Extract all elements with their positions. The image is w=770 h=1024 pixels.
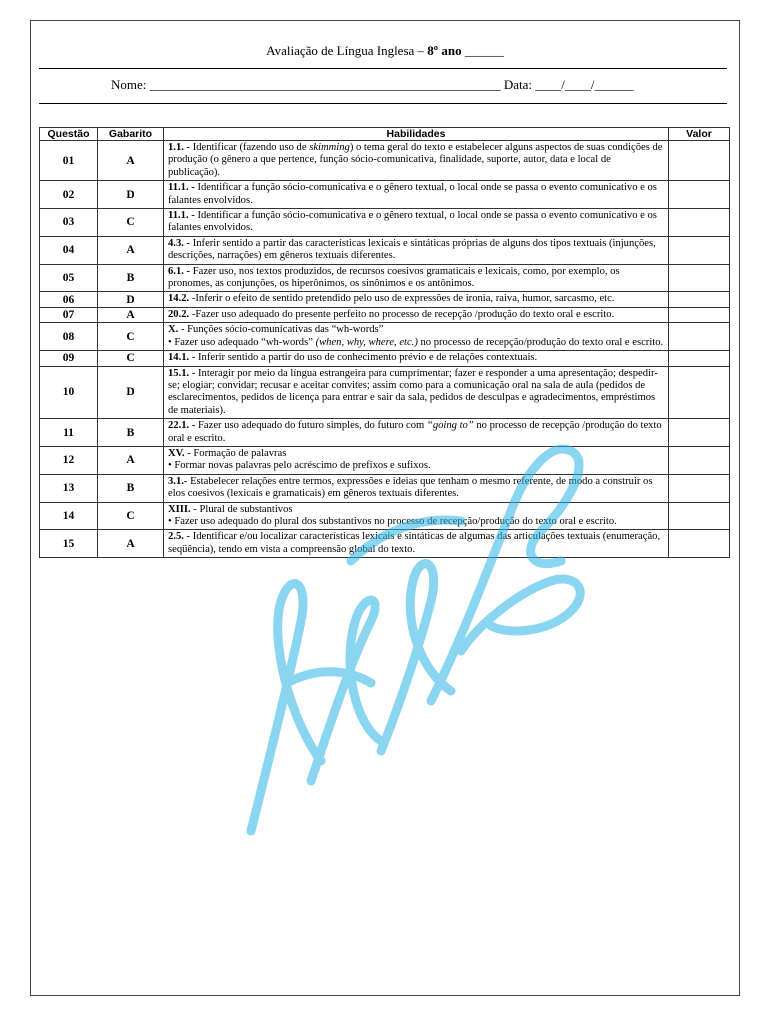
question-number: 11 [40,419,98,447]
table-row [40,209,730,237]
skill-code: XV. [168,447,188,459]
title-prefix: Avaliação de Língua Inglesa – [266,43,428,58]
skill-description [164,474,669,502]
question-number: 02 [40,181,98,209]
skill-italic-text: (when, why, where, etc.) [315,336,418,348]
table-row [40,264,730,292]
question-number: 01 [40,141,98,181]
skill-description [164,264,669,292]
watermark-stroke [251,584,321,831]
skill-text: - Formação de palavras [187,447,287,459]
answer-letter: A [98,141,164,181]
skill-code: 22.1. [168,420,192,432]
table-header-row [40,128,730,141]
name-date-line [111,77,634,93]
skill-description [164,366,669,419]
answer-letter: A [98,530,164,558]
question-number: 14 [40,502,98,530]
name-field: ______________________________________________________ [149,77,501,92]
watermark-stroke [311,600,381,781]
value-cell [669,264,730,292]
header-habilidades: Habilidades [164,128,669,141]
answer-letter: A [98,446,164,474]
watermark-stroke [461,579,580,651]
table-row [40,419,730,447]
skill-italic-text: skimming [309,142,350,153]
value-cell [669,307,730,322]
question-number: 03 [40,209,98,237]
table-row [40,446,730,474]
skill-description [164,181,669,209]
value-cell [669,292,730,307]
skill-text: - Interagir por meio da língua estrangeira para cumprimentar; fazer e responder a uma apresentação; despedir-se; elogiar; convidar; recusar e aceitar convites; assim como para a comunicação oral na sala de aula (pedidos de esclarecimentos, pedidos de licença para entrar e sair da sala, pedidos de desculpas e agradecimentos, empréstimos de materiais). [168,367,658,416]
answer-letter: D [98,292,164,307]
skill-description [164,236,669,264]
table-row [40,307,730,322]
skill-text: - Fazer uso adequado do futuro simples, do futuro com [191,420,427,432]
document-title [31,43,739,59]
value-cell [669,446,730,474]
value-cell [669,181,730,209]
table-row [40,351,730,366]
question-number: 13 [40,474,98,502]
skill-text: -Fazer uso adequado do presente perfeito no processo de recepção /produção do texto oral e escrito. [191,308,615,320]
question-number: 07 [40,307,98,322]
skill-text: no processo de recepção/produção do texto oral e escrito. [417,336,664,348]
skill-code: 3.1. [168,475,184,487]
skill-italic-text: “going to” [426,420,474,432]
skill-description [164,209,669,237]
value-cell [669,502,730,530]
skill-description [164,530,669,558]
date-field: ____/____/______ [535,77,634,92]
skill-code: 11.1. - [168,210,198,222]
skill-code: 1.1. - [168,142,193,153]
skill-text: no processo de recepção /produção do texto oral e escrito. [168,420,662,444]
date-label: Data: [500,77,536,92]
value-cell [669,530,730,558]
skill-text: - Funções sócio-comunicativas das “wh-words” [180,324,384,336]
table-row [40,141,730,181]
skill-text: ) o tema geral do texto e estabelecer alguns aspectos de suas condições de produção (o gênero a que pertence, função sócio-comunicativa, finalidade, suporte, autor, data e local de publicação). [168,142,663,178]
name-rule [39,103,727,104]
value-cell [669,323,730,351]
skill-description [164,351,669,366]
answer-letter: A [98,236,164,264]
value-cell [669,236,730,264]
table-row [40,323,730,351]
watermark-stroke [381,564,451,751]
table-row [40,530,730,558]
skill-text: - Inferir sentido a partir do uso de conhecimento prévio e de relações contextuais. [191,352,538,364]
question-number: 09 [40,351,98,366]
value-cell [669,366,730,419]
skill-description [164,307,669,322]
document-page [30,20,740,996]
question-number: 08 [40,323,98,351]
question-number: 10 [40,366,98,419]
skill-text: • Fazer uso adequado do plural dos substantivos no processo de recepção/produção do texto oral e escrito. [168,515,617,527]
table-row [40,181,730,209]
value-cell [669,474,730,502]
skill-description [164,323,669,351]
skill-code: 6.1. - [168,265,193,277]
skill-code: 11.1. - [168,182,198,194]
skill-text: - Identificar e/ou localizar características lexicais e sintáticas de algumas das articulações textuais (enumeração, seqüência), tendo em vista a compreensão global do texto. [168,531,661,555]
table-row [40,366,730,419]
skill-description [164,446,669,474]
skill-text: • Formar novas palavras pelo acréscimo de prefixos e sufixos. [168,460,431,472]
answer-letter: B [98,474,164,502]
watermark-stroke [291,672,371,683]
skill-code: 4.3. - [168,237,193,249]
value-cell [669,351,730,366]
name-label: Nome: [111,77,150,92]
answer-letter: C [98,209,164,237]
value-cell [669,209,730,237]
skill-code: 15.1. [168,367,192,379]
skill-text: - Estabelecer relações entre termos, expressões e ideias que tenham o mesmo referente, de modo a construir os elos coesivos (lexicais e gramaticais) em gêneros textuais diferentes. [168,475,653,500]
skill-code: 20.2. [168,308,192,320]
question-number: 05 [40,264,98,292]
answer-key-table [39,127,730,558]
skill-description [164,502,669,530]
table-body [40,141,730,558]
header-gabarito: Gabarito [98,128,164,141]
skill-text: • Fazer uso adequado “wh-words” [168,336,316,348]
table-row [40,236,730,264]
header-valor: Valor [669,128,730,141]
title-rule [39,68,727,69]
question-number: 06 [40,292,98,307]
question-number: 12 [40,446,98,474]
skill-code: 14.1. [168,352,192,364]
question-number: 15 [40,530,98,558]
skill-text: Identificar a função sócio-comunicativa e o gênero textual, o local onde se passa o evento comunicativo e os falantes envolvidos. [168,182,657,206]
skill-text: Fazer uso, nos textos produzidos, de recursos coesivos gramaticais e lexicais, como, por exemplo, os pronomes, as conjunções, os hiperônimos, os sinônimos e os antônimos. [168,265,620,290]
title-grade: 8º ano [427,43,462,58]
answer-letter: C [98,351,164,366]
answer-letter: D [98,366,164,419]
skill-code: 14.2. [168,293,192,305]
table-row [40,292,730,307]
answer-letter: C [98,323,164,351]
skill-text: Identificar (fazendo uso de [192,142,310,153]
answer-letter: B [98,264,164,292]
table-row [40,474,730,502]
value-cell [669,141,730,181]
skill-code: X. [168,324,181,336]
value-cell [669,419,730,447]
skill-text: -Inferir o efeito de sentido pretendido pelo uso de expressões de ironia, raiva, humor, sarcasmo, etc. [191,293,615,305]
answer-letter: B [98,419,164,447]
skill-text: Inferir sentido a partir das características lexicais e sintáticas próprias de alguns dos tipos textuais (injunções, descrições, narrações) em gêneros textuais diferentes. [168,237,656,262]
skill-code: XIII. [168,503,194,515]
title-blank: ______ [461,43,504,58]
question-number: 04 [40,236,98,264]
answer-letter: C [98,502,164,530]
header-questao: Questão [40,128,98,141]
skill-code: 2.5. [168,531,187,543]
skill-text: Identificar a função sócio-comunicativa e o gênero textual, o local onde se passa o evento comunicativo e os falantes envolvidos. [168,210,657,234]
table-row [40,502,730,530]
skill-text: - Plural de substantivos [193,503,293,515]
answer-letter: D [98,181,164,209]
skill-description [164,419,669,447]
skill-description [164,292,669,307]
answer-letter: A [98,307,164,322]
skill-description [164,141,669,181]
